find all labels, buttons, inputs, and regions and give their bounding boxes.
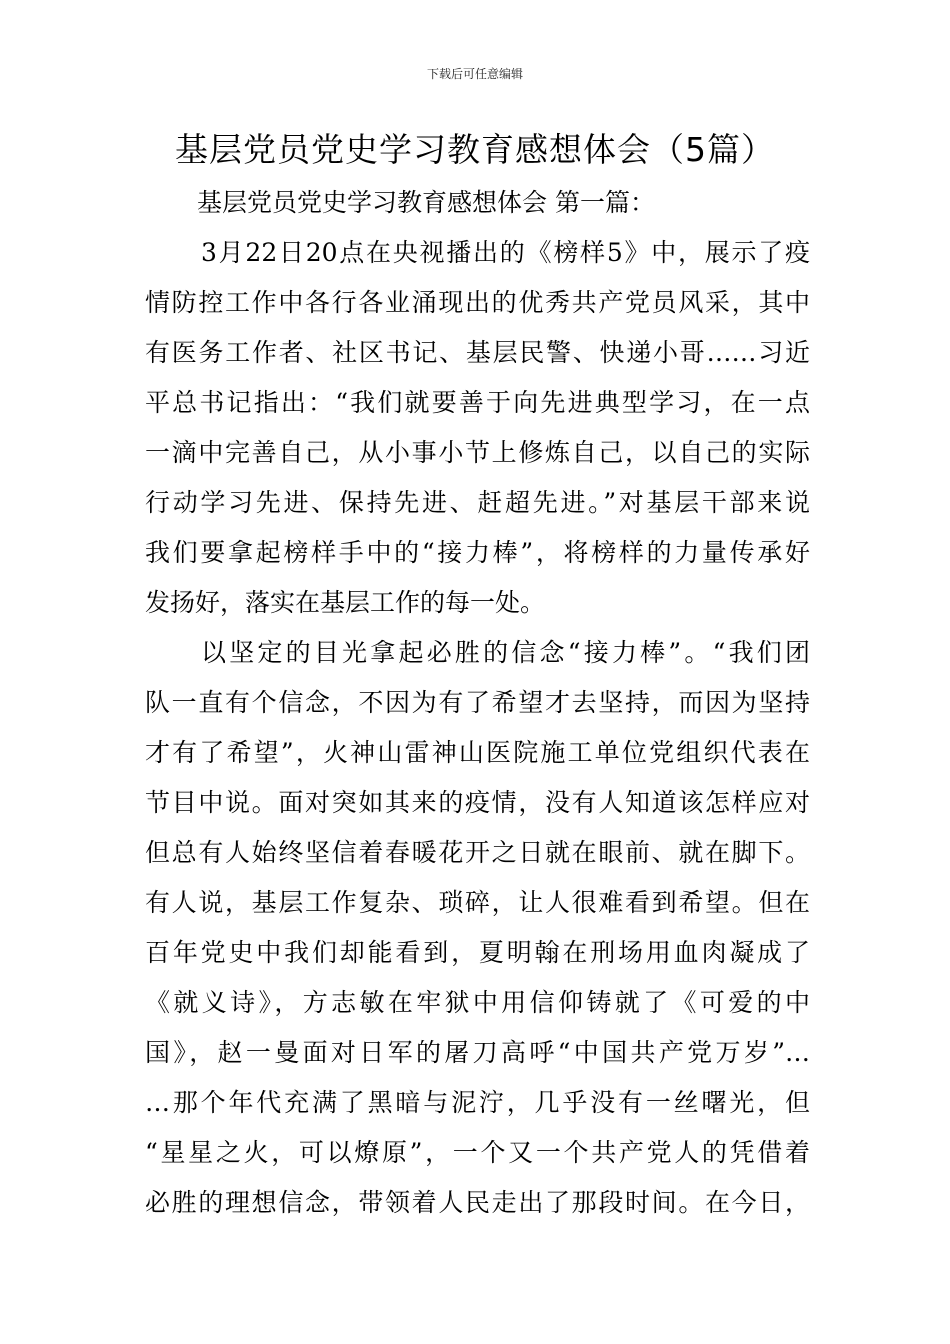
paragraph-line: 平总书记指出：“我们就要善于向先进典型学习，在一点 xyxy=(145,388,810,417)
document-title: 基层党员党史学习教育感想体会（5篇） xyxy=(175,130,775,169)
paragraph-line: “星星之火，可以燎原”，一个又一个共产党人的凭借着 xyxy=(145,1138,810,1167)
document-body xyxy=(145,178,810,1228)
header-note: 下载后可任意编辑 xyxy=(426,67,523,81)
paragraph-line: 节目中说。面对突如其来的疫情，没有人知道该怎样应对 xyxy=(145,788,810,817)
paragraph-line: 才有了希望”，火神山雷神山医院施工单位党组织代表在 xyxy=(145,738,810,767)
paragraph-line: 队一直有个信念，不因为有了希望才去坚持，而因为坚持 xyxy=(145,688,810,717)
paragraph-line: 国》，赵一曼面对日军的屠刀高呼“中国共产党万岁”… xyxy=(145,1038,810,1067)
paragraph-line: …那个年代充满了黑暗与泥泞，几乎没有一丝曙光，但 xyxy=(145,1088,810,1117)
paragraph-line: 但总有人始终坚信着春暖花开之日就在眼前、就在脚下。 xyxy=(145,838,810,867)
paragraph-line: 《就义诗》，方志敏在牢狱中用信仰铸就了《可爱的中 xyxy=(145,988,810,1017)
paragraph-line: 我们要拿起榜样手中的“接力棒”，将榜样的力量传承好 xyxy=(145,538,810,567)
paragraph-line: 有医务工作者、社区书记、基层民警、快递小哥……习近 xyxy=(145,338,810,367)
paragraph-line: 必胜的理想信念，带领着人民走出了那段时间。在今日， xyxy=(145,1188,810,1217)
paragraph-line: 有人说，基层工作复杂、琐碎，让人很难看到希望。但在 xyxy=(145,888,810,917)
section-subtitle: 基层党员党史学习教育感想体会 第一篇： xyxy=(197,188,655,217)
paragraph-line: 以坚定的目光拿起必胜的信念“接力棒”。“我们团 xyxy=(201,638,810,667)
paragraph-line: 行动学习先进、保持先进、赶超先进。”对基层干部来说 xyxy=(145,488,810,517)
paragraph-line: 一滴中完善自己，从小事小节上修炼自己，以自己的实际 xyxy=(145,438,810,467)
paragraph-2 xyxy=(145,628,810,1228)
paragraph-1 xyxy=(145,228,810,628)
paragraph-line: 百年党史中我们却能看到，夏明翰在刑场用血肉凝成了 xyxy=(145,938,810,967)
paragraph-line: 情防控工作中各行各业涌现出的优秀共产党员风采，其中 xyxy=(145,288,810,317)
paragraph-line: 发扬好，落实在基层工作的每一处。 xyxy=(145,588,546,617)
paragraph-line: 3月22日20点在央视播出的《榜样5》中，展示了疫 xyxy=(201,238,810,267)
